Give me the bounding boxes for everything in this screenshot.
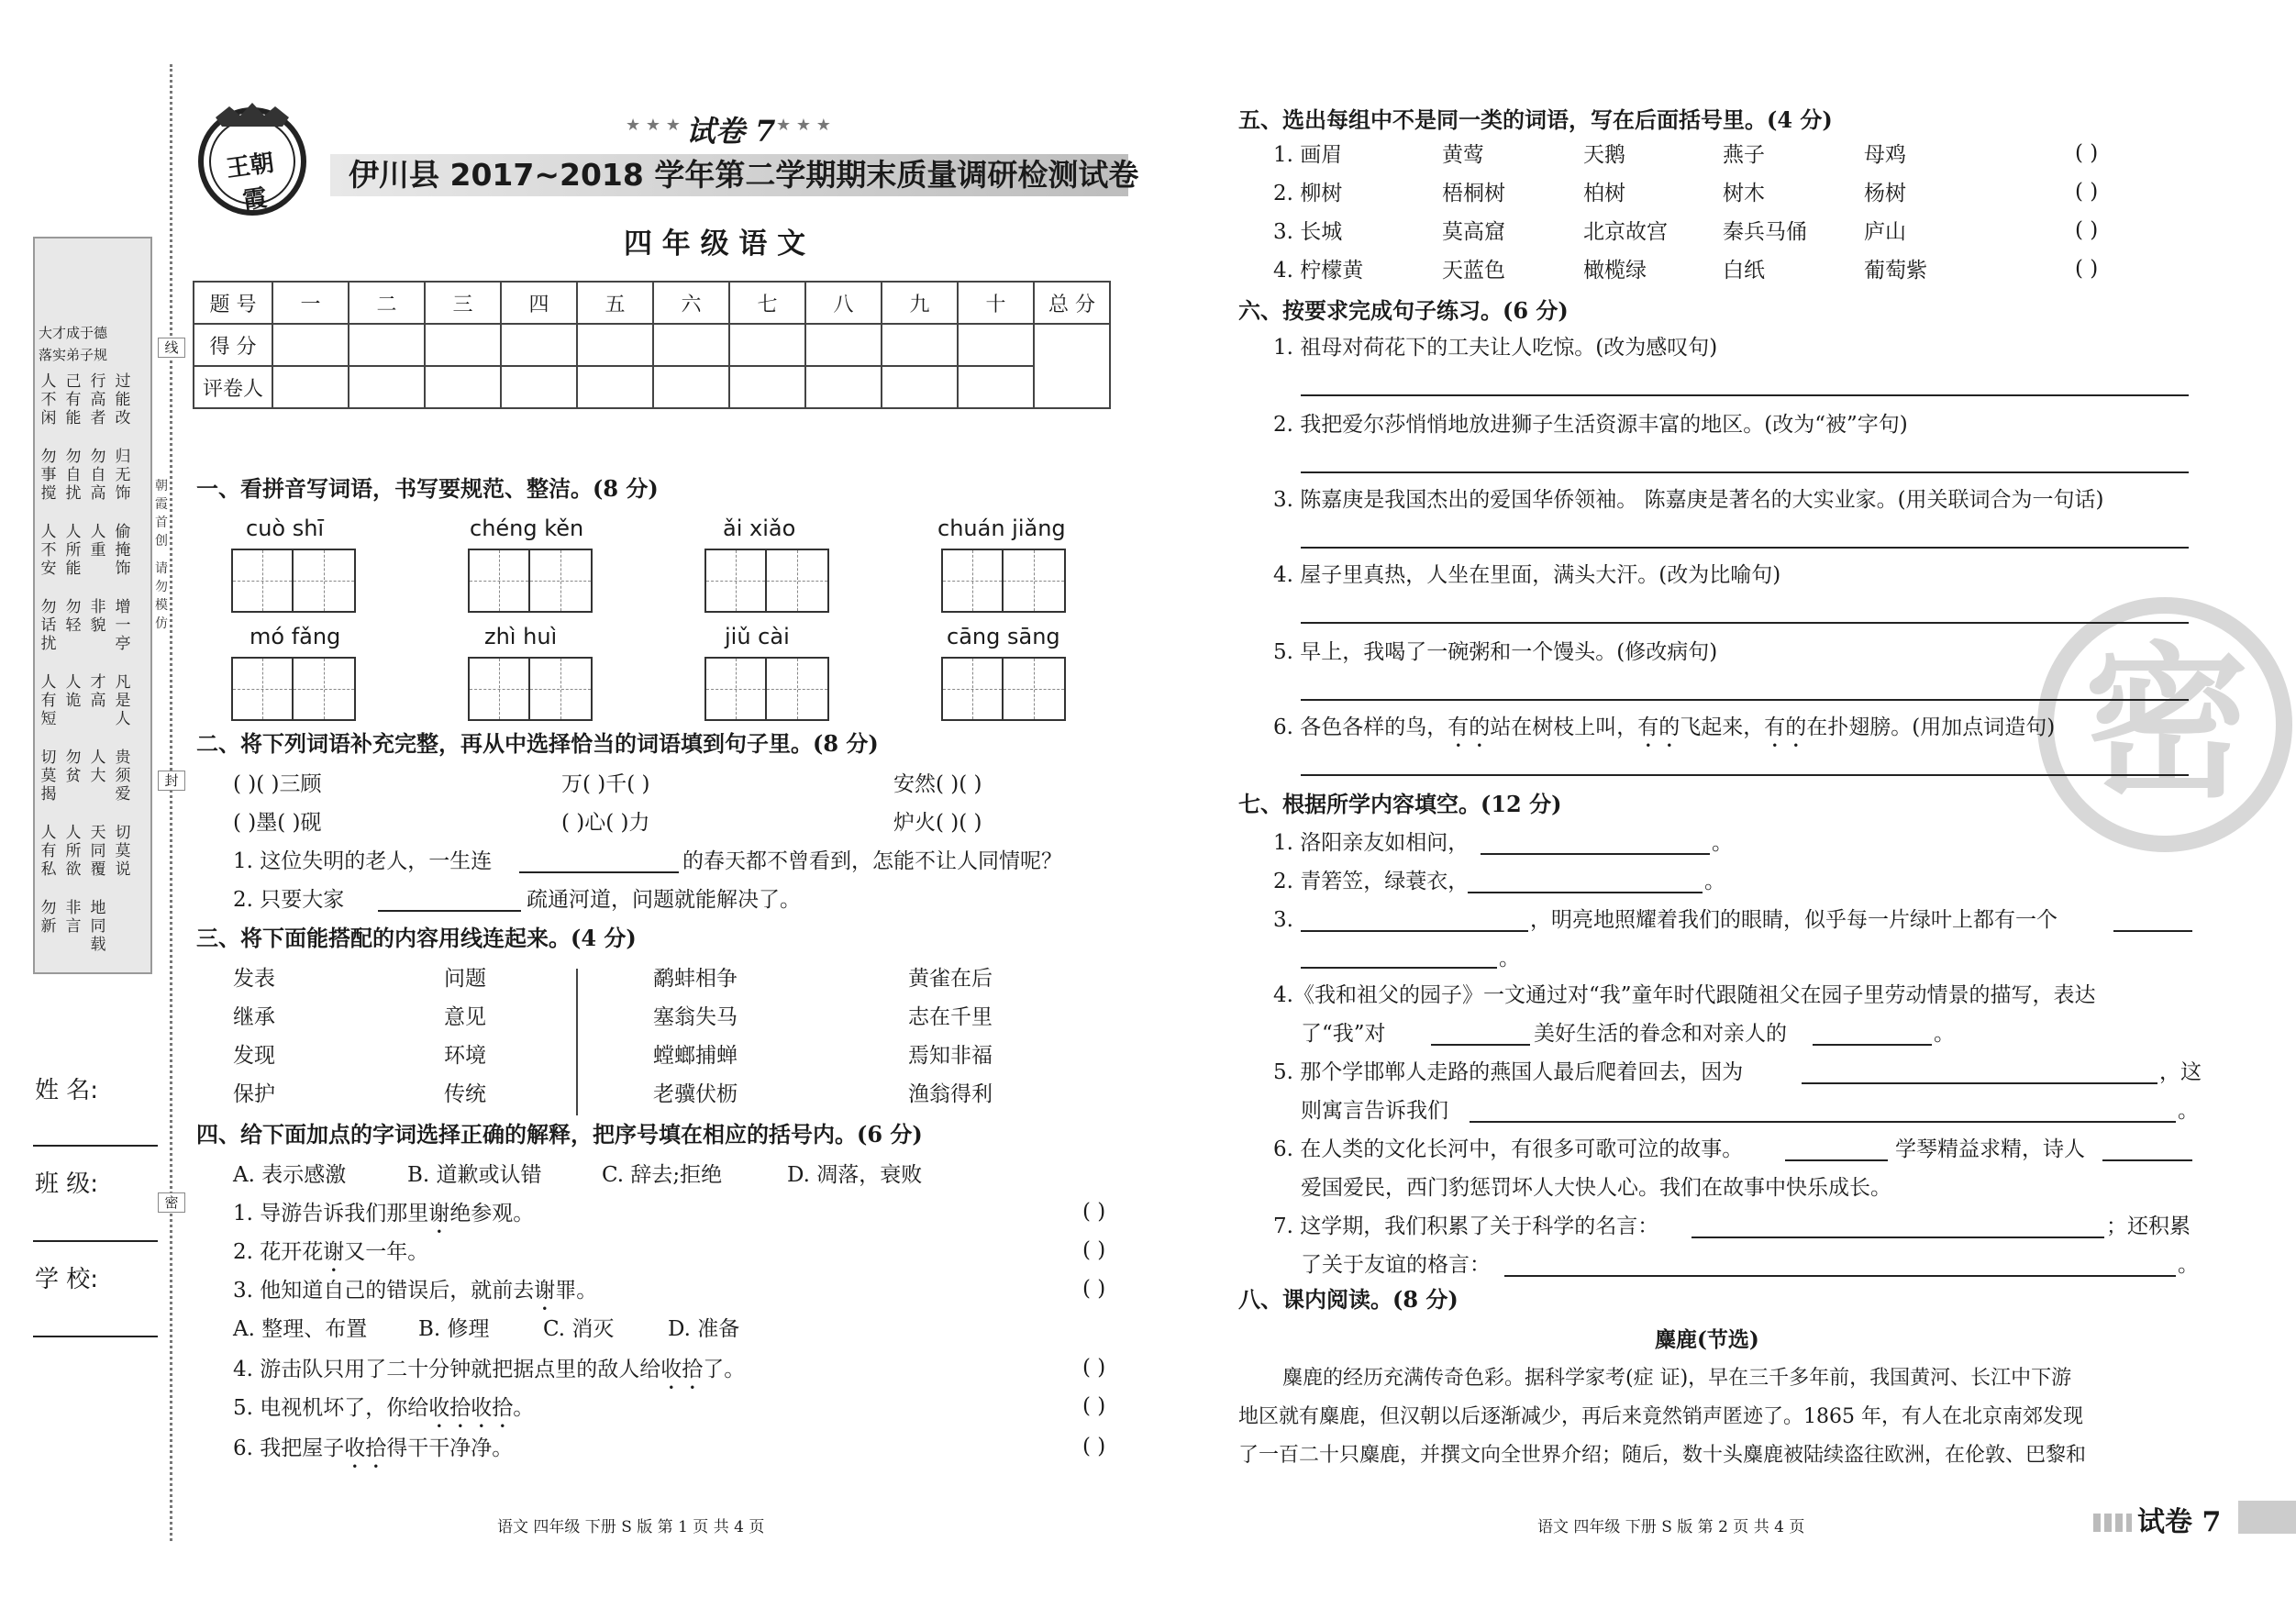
- s7-blank[interactable]: [1301, 967, 1497, 969]
- s6-answer-line[interactable]: [1301, 547, 2189, 549]
- answer-paren[interactable]: ( ): [1082, 1200, 1106, 1224]
- s4-q4: 4. 游击队只用了二十分钟就把据点里的敌人给收拾了。: [233, 1358, 746, 1381]
- s7-blank[interactable]: [1504, 1275, 2176, 1277]
- binding-verse: 人有短: [40, 673, 57, 728]
- binding-verse: 凡是人: [115, 673, 131, 728]
- s7-q7-mid: ；还积累: [2106, 1214, 2191, 1238]
- answer-paren[interactable]: ( ): [1082, 1277, 1106, 1301]
- score-cell[interactable]: [577, 324, 653, 366]
- s4-option-d: D. 凋落，衰败: [787, 1163, 923, 1187]
- score-cell[interactable]: [958, 324, 1034, 366]
- binding-verse: 贵须爱: [115, 749, 131, 804]
- class-label: 班 级:: [35, 1170, 99, 1198]
- classification-word: 柏树: [1583, 182, 1625, 205]
- writing-grid[interactable]: [231, 549, 356, 613]
- writing-grid[interactable]: [468, 657, 593, 721]
- matching-item[interactable]: 发表: [233, 967, 275, 991]
- binding-verse: 人重: [90, 523, 106, 560]
- binding-verse: 勿话扰: [40, 598, 57, 653]
- score-header-cell: 八: [805, 282, 882, 324]
- s7-q2: 2. 青箬笠，绿蓑衣，: [1273, 870, 1470, 893]
- cut-mark-1: 线: [158, 338, 185, 358]
- binding-verse-grid: [39, 372, 147, 959]
- section-2-heading: 二、将下列词语补充完整，再从中选择恰当的词语填到句子里。(8 分): [196, 730, 879, 757]
- s7-q4-line1: 4.《我和祖父的园子》一文通过对“我”童年时代跟随祖父在园子里劳动情景的描写，表达: [1273, 983, 2096, 1007]
- section-5-heading: 五、选出每组中不是同一类的词语，写在后面括号里。(4 分): [1238, 106, 1833, 133]
- emphasis-word: 有的: [1764, 715, 1807, 739]
- matching-item[interactable]: 发现: [233, 1044, 275, 1068]
- binding-verse: 人大: [90, 749, 106, 785]
- matching-item[interactable]: 老骥伏枥: [653, 1082, 738, 1106]
- section-3-heading: 三、将下面能搭配的内容用线连起来。(4 分): [196, 925, 637, 951]
- classification-word: 树木: [1723, 182, 1765, 205]
- s6-answer-line[interactable]: [1301, 471, 2189, 473]
- binding-verse: 切莫揭: [40, 749, 57, 804]
- section-1-heading: 一、看拼音写词语，书写要规范、整洁。(8 分): [196, 475, 659, 502]
- answer-paren[interactable]: ( ): [2075, 218, 2099, 242]
- vertical-note-2: 请勿模仿: [155, 561, 168, 631]
- matching-divider: [576, 969, 578, 1115]
- grader-row-label: 评卷人: [194, 366, 272, 408]
- section-8-heading: 八、课内阅读。(8 分): [1238, 1286, 1459, 1313]
- paper-number: 试卷 7: [686, 114, 776, 149]
- grader-row: [194, 366, 1110, 408]
- cut-line: [170, 64, 172, 1541]
- classification-word: 葡萄紫: [1864, 259, 1927, 283]
- classification-word: 4. 柠檬黄: [1273, 259, 1364, 283]
- score-cell[interactable]: [501, 324, 577, 366]
- reading-paragraph-2: 地区就有麋鹿，但汉朝以后逐渐减少，再后来竟然销声匿迹了。1865 年，有人在北京南郊发现: [1238, 1405, 2083, 1428]
- pinyin-8: cāng sāng: [947, 624, 1060, 649]
- s7-end-mark: 。: [2178, 1253, 2199, 1277]
- answer-paren[interactable]: ( ): [2075, 257, 2099, 281]
- s2-q1-blank[interactable]: [519, 871, 679, 873]
- score-row-label: 得 分: [194, 324, 272, 366]
- s6-answer-line[interactable]: [1301, 394, 2189, 396]
- reading-title: 麋鹿(节选): [1655, 1327, 1759, 1352]
- matching-item[interactable]: 问题: [444, 967, 486, 991]
- binding-verse: 勿新: [40, 899, 57, 936]
- binding-slogan-1: 大才成于德: [39, 325, 108, 341]
- s4-option-d2: D. 准备: [668, 1317, 740, 1341]
- idiom-blank-6[interactable]: 炉火( )( ): [893, 811, 982, 835]
- score-header-cell: 二: [349, 282, 425, 324]
- answer-paren[interactable]: ( ): [2075, 180, 2099, 204]
- s7-q4-line2-start: 了“我”对: [1301, 1022, 1386, 1046]
- writing-grid[interactable]: [231, 657, 356, 721]
- binding-verse: 才高: [90, 673, 106, 710]
- s7-blank[interactable]: [2113, 930, 2192, 932]
- grader-cell[interactable]: [958, 366, 1034, 408]
- score-header-cell: 十: [958, 282, 1034, 324]
- reading-paragraph-1: 麋鹿的经历充满传奇色彩。据科学家考(症 证)，早在三千多年前，我国黄河、长江中下游: [1282, 1367, 2072, 1390]
- classification-word: 1. 画眉: [1273, 143, 1343, 167]
- s6-q1: 1. 祖母对荷花下的工夫让人吃惊。(改为感叹句): [1273, 336, 1718, 360]
- footer-badge: 试卷 7: [2137, 1506, 2222, 1538]
- s7-end-mark: 。: [2178, 1099, 2199, 1123]
- footer-right: 语文 四年级 下册 S 版 第 2 页 共 4 页: [1537, 1518, 1805, 1536]
- binding-verse: 人所欲: [65, 824, 82, 879]
- grader-cell[interactable]: [653, 366, 729, 408]
- s7-q5-start: 5. 那个学邯郸人走路的燕国人最后爬着回去，因为: [1273, 1060, 1744, 1084]
- section-6-heading: 六、按要求完成句子练习。(6 分): [1238, 297, 1569, 324]
- s6-q2: 2. 我把爱尔莎悄悄地放进狮子生活资源丰富的地区。(改为“被”字句): [1273, 413, 1908, 437]
- s7-end-mark: 。: [1499, 947, 1520, 970]
- s7-blank[interactable]: [1431, 1044, 1530, 1046]
- emphasis-word: 有的: [1637, 715, 1680, 739]
- pinyin-2: chéng kěn: [470, 516, 584, 541]
- score-header-row: [194, 282, 1110, 324]
- s7-q6-line2: 爱国爱民，西门豹惩罚坏人大快人心。我们在故事中快乐成长。: [1301, 1176, 1891, 1200]
- binding-verse: 增一亭: [115, 598, 131, 653]
- s4-q1: 1. 导游告诉我们那里谢绝参观。: [233, 1202, 535, 1225]
- emphasis-word: 有的: [1447, 715, 1491, 739]
- cut-mark-3: 密: [158, 1192, 185, 1213]
- classification-word: 秦兵马俑: [1723, 220, 1807, 244]
- binding-verse: 勿自高: [90, 448, 106, 503]
- grader-cell[interactable]: [729, 366, 805, 408]
- paper-number-stars-left: ★ ★ ★: [626, 116, 681, 135]
- s4-q5: 5. 电视机坏了，你给收拾收拾。: [233, 1396, 535, 1420]
- binding-verse: 人不安: [40, 523, 57, 578]
- s6-q6: 6. 各色各样的鸟，有的站在树枝上叫，有的飞起来，有的在扑翅膀。(用加点词造句): [1273, 715, 2056, 739]
- s6-answer-line[interactable]: [1301, 622, 2189, 624]
- s7-blank[interactable]: [1301, 930, 1528, 932]
- score-header-cell: 三: [425, 282, 501, 324]
- matching-item[interactable]: 渔翁得利: [908, 1082, 993, 1106]
- s7-blank[interactable]: [1802, 1082, 2157, 1084]
- s7-blank[interactable]: [1481, 853, 1710, 855]
- emphasis-word: 谢: [534, 1279, 556, 1303]
- binding-verse: 勿自扰: [65, 448, 82, 503]
- grader-cell[interactable]: [577, 366, 653, 408]
- score-header-cell: 七: [729, 282, 805, 324]
- name-label: 姓 名:: [35, 1077, 99, 1104]
- matching-item[interactable]: 意见: [444, 1005, 486, 1029]
- binding-verse: 人所能: [65, 523, 82, 578]
- section-4-heading: 四、给下面加点的字词选择正确的解释，把序号填在相应的括号内。(6 分): [196, 1121, 923, 1148]
- s7-q7-start: 7. 这学期，我们积累了关于科学的名言：: [1273, 1214, 1659, 1238]
- s7-blank[interactable]: [1691, 1237, 2104, 1238]
- emphasis-word: 谢: [428, 1202, 450, 1225]
- answer-paren[interactable]: ( ): [1082, 1356, 1106, 1380]
- binding-panel: [33, 237, 152, 974]
- idiom-blank-1[interactable]: ( )( )三顾: [233, 772, 322, 796]
- binding-verse: 非言: [65, 899, 82, 936]
- s7-end-mark: 。: [1934, 1022, 1955, 1046]
- idiom-blank-4[interactable]: ( )墨( )砚: [233, 811, 322, 835]
- s4-q6: 6. 我把屋子收拾得干干净净。: [233, 1436, 514, 1460]
- matching-item[interactable]: 环境: [444, 1044, 486, 1068]
- footer-left: 语文 四年级 下册 S 版 第 1 页 共 4 页: [497, 1518, 765, 1536]
- score-cell[interactable]: [805, 324, 882, 366]
- matching-item[interactable]: 志在千里: [908, 1005, 993, 1029]
- score-header-cell: 四: [501, 282, 577, 324]
- s6-answer-line[interactable]: [1301, 699, 2189, 701]
- matching-item[interactable]: 塞翁失马: [653, 1005, 738, 1029]
- binding-verse: 偷掩饰: [115, 523, 131, 578]
- s2-q1-start: 1. 这位失明的老人，一生连: [233, 849, 493, 873]
- matching-item[interactable]: 继承: [233, 1005, 275, 1029]
- subject-title: 四 年 级 语 文: [624, 227, 806, 261]
- grader-cell[interactable]: [805, 366, 882, 408]
- emphasis-word: 收拾: [344, 1436, 387, 1460]
- paper-number-stars-right: ★ ★ ★: [776, 116, 831, 135]
- binding-verse: 人不闲: [40, 372, 57, 427]
- classification-word: 2. 柳树: [1273, 182, 1343, 205]
- binding-verse: 天同覆: [90, 824, 106, 879]
- writing-grid[interactable]: [941, 549, 1066, 613]
- s7-q6-start: 6. 在人类的文化长河中，有很多可歌可泣的故事。: [1273, 1137, 1744, 1161]
- pinyin-3: ǎi xiǎo: [723, 516, 796, 541]
- score-header-cell: 九: [882, 282, 958, 324]
- matching-item[interactable]: 螳螂捕蝉: [653, 1044, 738, 1068]
- s6-answer-line[interactable]: [1301, 774, 2189, 776]
- score-table: [193, 281, 1111, 409]
- binding-verse: 非貌: [90, 598, 106, 635]
- total-score-cell[interactable]: [1034, 324, 1110, 408]
- exam-title: 伊川县 2017~2018 学年第二学期期末质量调研检测试卷: [349, 157, 1139, 193]
- s4-q3: 3. 他知道自己的错误后，就前去谢罪。: [233, 1279, 598, 1303]
- binding-verse: 人诡: [65, 673, 82, 710]
- brand-logo-text: 王朝霞: [224, 149, 276, 216]
- score-cell[interactable]: [653, 324, 729, 366]
- s6-q3: 3. 陈嘉庚是我国杰出的爱国华侨领袖。 陈嘉庚是著名的大实业家。(用关联词合为一句话): [1273, 488, 2104, 512]
- s2-q2-blank[interactable]: [378, 910, 521, 912]
- classification-word: 燕子: [1723, 143, 1765, 167]
- classification-word: 白纸: [1723, 259, 1765, 283]
- score-cell[interactable]: [882, 324, 958, 366]
- idiom-blank-3[interactable]: 安然( )( ): [893, 772, 982, 796]
- s7-q1: 1. 洛阳亲友如相问，: [1273, 831, 1470, 855]
- s7-q5-mid: ，这: [2159, 1060, 2202, 1084]
- pinyin-6: zhì huì: [484, 624, 558, 649]
- s6-q5: 5. 早上，我喝了一碗粥和一个馒头。(修改病句): [1273, 640, 1718, 664]
- idiom-blank-2[interactable]: 万( )千( ): [561, 772, 650, 796]
- s4-option-b2: B. 修理: [418, 1317, 490, 1341]
- binding-slogan-2: 落实弟子规: [39, 347, 108, 363]
- classification-word: 橄榄绿: [1583, 259, 1647, 283]
- binding-verse: 勿轻: [65, 598, 82, 635]
- grader-cell[interactable]: [272, 366, 349, 408]
- score-header-cell: 五: [577, 282, 653, 324]
- score-header-cell: 题 号: [194, 282, 272, 324]
- classification-word: 黄莺: [1442, 143, 1484, 167]
- name-field[interactable]: [33, 1145, 158, 1147]
- score-cell[interactable]: [272, 324, 349, 366]
- s4-option-c: C. 辞去;拒绝: [602, 1163, 723, 1187]
- answer-paren[interactable]: ( ): [1082, 1394, 1106, 1418]
- binding-verse: 己有能: [65, 372, 82, 427]
- binding-verse: 勿事搅: [40, 448, 57, 503]
- grader-cell[interactable]: [425, 366, 501, 408]
- s7-q4-line2-mid: 美好生活的眷念和对亲人的: [1534, 1022, 1787, 1046]
- pinyin-7: jiǔ cài: [725, 624, 790, 649]
- s4-option-a2: A. 整理、布置: [233, 1317, 368, 1341]
- writing-grid[interactable]: [941, 657, 1066, 721]
- brand-logo: [193, 99, 312, 218]
- s2-q2-start: 2. 只要大家: [233, 888, 345, 912]
- s7-q7-line2: 了关于友谊的格言：: [1301, 1253, 1491, 1277]
- classification-word: 庐山: [1864, 220, 1906, 244]
- footer-badge-dots: [2093, 1514, 2132, 1532]
- matching-item[interactable]: 焉知非福: [908, 1044, 993, 1068]
- s2-q2-end: 疏通河道，问题就能解决了。: [527, 888, 801, 912]
- s7-blank[interactable]: [1470, 1121, 2176, 1123]
- pinyin-1: cuò shī: [246, 516, 325, 541]
- s4-q2: 2. 花开花谢又一年。: [233, 1240, 429, 1264]
- classification-word: 母鸡: [1864, 143, 1906, 167]
- school-label: 学 校:: [35, 1266, 99, 1293]
- s7-blank[interactable]: [1785, 1159, 1888, 1161]
- school-field[interactable]: [33, 1336, 158, 1337]
- answer-paren[interactable]: ( ): [2075, 141, 2099, 165]
- s4-option-c2: C. 消灭: [543, 1317, 615, 1341]
- score-cell[interactable]: [729, 324, 805, 366]
- score-cell[interactable]: [425, 324, 501, 366]
- classification-word: 天蓝色: [1442, 259, 1505, 283]
- watermark-seal: [2027, 587, 2296, 862]
- grader-cell[interactable]: [349, 366, 425, 408]
- classification-word: 梧桐树: [1442, 182, 1505, 205]
- pinyin-5: mó fǎng: [250, 624, 341, 649]
- matching-item[interactable]: 鹬蚌相争: [653, 967, 738, 991]
- score-header-cell: 六: [653, 282, 729, 324]
- answer-paren[interactable]: ( ): [1082, 1238, 1106, 1262]
- s7-blank[interactable]: [1468, 892, 1703, 893]
- s7-end-mark: 。: [1704, 870, 1725, 893]
- grader-cell[interactable]: [882, 366, 958, 408]
- s7-q3-text: ，明亮地照耀着我们的眼睛，似乎每一片绿叶上都有一个: [1530, 908, 2058, 932]
- section-7-heading: 七、根据所学内容填空。(12 分): [1238, 791, 1562, 817]
- reading-paragraph-3: 了一百二十只麋鹿，并撰文向全世界介绍；随后，数十头麋鹿被陆续盗往欧洲，在伦敦、巴黎和: [1238, 1444, 2087, 1467]
- grader-cell[interactable]: [501, 366, 577, 408]
- classification-word: 3. 长城: [1273, 220, 1343, 244]
- idiom-blank-5[interactable]: ( )心( )力: [561, 811, 650, 835]
- binding-verse: 行高者: [90, 372, 106, 427]
- s7-q3-number: 3.: [1273, 908, 1293, 932]
- s7-blank[interactable]: [1813, 1044, 1932, 1046]
- writing-grid[interactable]: [704, 657, 829, 721]
- binding-verse: 过能改: [115, 372, 131, 427]
- s4-option-a: A. 表示感激: [233, 1163, 347, 1187]
- score-header-cell: 一: [272, 282, 349, 324]
- binding-verse: 人有私: [40, 824, 57, 879]
- matching-item[interactable]: 黄雀在后: [908, 967, 993, 991]
- binding-verse: 切莫说: [115, 824, 131, 879]
- footer-badge-bar: [2238, 1501, 2296, 1534]
- class-field[interactable]: [33, 1240, 158, 1242]
- emphasis-word: 谢: [323, 1240, 345, 1264]
- writing-grid[interactable]: [468, 549, 593, 613]
- classification-word: 北京故宫: [1583, 220, 1668, 244]
- binding-verse: 地同载: [90, 899, 106, 954]
- s7-blank[interactable]: [2102, 1159, 2192, 1161]
- s4-option-b: B. 道歉或认错: [407, 1163, 542, 1187]
- s7-q6-mid: 学琴精益求精，诗人: [1895, 1137, 2085, 1161]
- pinyin-4: chuán jiǎng: [937, 516, 1066, 541]
- watermark-text: 密: [2084, 627, 2250, 820]
- s7-q5-line2: 则寓言告诉我们: [1301, 1099, 1448, 1123]
- score-header-cell: 总 分: [1034, 282, 1110, 324]
- binding-verse: 勿贫: [65, 749, 82, 785]
- classification-word: 天鹅: [1583, 143, 1625, 167]
- matching-item[interactable]: 保护: [233, 1082, 275, 1106]
- writing-grid[interactable]: [704, 549, 829, 613]
- score-row: [194, 324, 1110, 366]
- classification-word: 杨树: [1864, 182, 1906, 205]
- matching-item[interactable]: 传统: [444, 1082, 486, 1106]
- s2-q1-end: 的春天都不曾看到，怎能不让人同情呢？: [682, 849, 1062, 873]
- answer-paren[interactable]: ( ): [1082, 1435, 1106, 1458]
- binding-verse: 归无饰: [115, 448, 131, 503]
- classification-word: 莫高窟: [1442, 220, 1505, 244]
- s6-q4: 4. 屋子里真热，人坐在里面，满头大汗。(改为比喻句): [1273, 563, 1781, 587]
- vertical-note-1: 朝霞首创: [155, 479, 168, 549]
- cut-mark-2: 封: [158, 771, 185, 791]
- score-cell[interactable]: [349, 324, 425, 366]
- emphasis-word: 收拾收拾: [428, 1396, 514, 1420]
- emphasis-word: 收拾: [660, 1358, 704, 1381]
- s7-end-mark: 。: [1712, 831, 1733, 855]
